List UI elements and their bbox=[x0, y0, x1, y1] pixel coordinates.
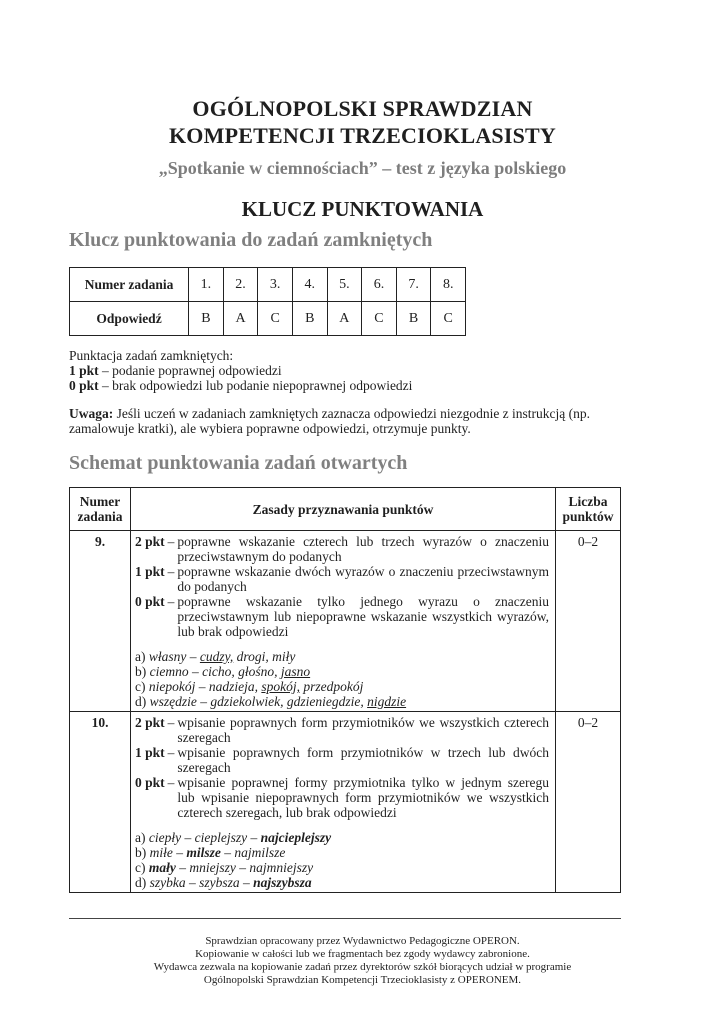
rules-cell bbox=[131, 712, 556, 893]
criterion-points: 0 pkt bbox=[135, 594, 165, 609]
criterion-text: poprawne wskazanie tylko jednego wyrazu o znaczeniu przeciwstawnym lub niepoprawne wskazanie wszystkich wyrazów, lub brak odpowiedzi bbox=[177, 594, 549, 639]
answer-text: drogi, miły bbox=[233, 649, 296, 664]
criterion-1pt: 1 pkt – poprawne wskazanie dwóch wyrazów o znaczeniu przeciwstawnym do podanych bbox=[135, 564, 549, 594]
answer-prefix: d) bbox=[135, 875, 150, 890]
points-cell: 0–2 bbox=[556, 712, 621, 893]
answer-cell: C bbox=[431, 302, 466, 336]
criterion-text: wpisanie poprawnych form przymiotników we wszystkich czterech szeregach bbox=[177, 715, 549, 745]
points-cell: 0–2 bbox=[556, 531, 621, 712]
answer-cell: B bbox=[292, 302, 327, 336]
title-line-1: OGÓLNOPOLSKI SPRAWDZIAN bbox=[192, 96, 533, 121]
answer-correct: najszybsza bbox=[253, 875, 312, 890]
rules-cell bbox=[131, 531, 556, 712]
answer-correct: mały bbox=[148, 860, 176, 875]
answer-correct: najcieplejszy bbox=[260, 830, 332, 845]
answer-cell: B bbox=[189, 302, 224, 336]
header-points bbox=[556, 488, 621, 531]
task-number: 7. bbox=[396, 268, 431, 302]
answer-text: – najmilsze bbox=[220, 845, 286, 860]
footer-line: Kopiowanie w całości lub we fragmentach bez zgody wydawcy zabronione. bbox=[195, 948, 530, 960]
criterion-text: wpisanie poprawnej formy przymiotnika tylko w jednym szeregu lub wpisanie niepoprawnych form przymiotników we wszystkich czterech szeregach, lub brak odpowiedzi bbox=[177, 775, 549, 820]
table-row-task-9 bbox=[70, 531, 621, 712]
scoring-rule-0pt bbox=[69, 378, 412, 393]
answer-list bbox=[135, 649, 549, 709]
answer-item bbox=[135, 845, 549, 860]
answer-cell: A bbox=[327, 302, 362, 336]
answer-item bbox=[135, 679, 549, 694]
criterion-0pt: 0 pkt – wpisanie poprawnej formy przymiotnika tylko w jednym szeregu lub wpisanie niepoprawnych form przymiotników we wszystkich czterech szeregach, lub brak odpowiedzi bbox=[135, 775, 549, 820]
criterion-points: 0 pkt bbox=[135, 775, 165, 790]
answer-prefix: a) bbox=[135, 830, 149, 845]
task-number: 8. bbox=[431, 268, 466, 302]
answer-key-heading: KLUCZ PUNKTOWANIA bbox=[241, 197, 484, 221]
table-row-numbers bbox=[70, 268, 466, 302]
header-task-number-l1: Numer bbox=[79, 494, 121, 509]
answer-item bbox=[135, 860, 549, 875]
open-tasks-table bbox=[69, 487, 621, 893]
answer-text: niepokój – nadzieja, bbox=[148, 679, 262, 694]
task-number: 4. bbox=[292, 268, 327, 302]
answer-item bbox=[135, 875, 549, 890]
note-paragraph bbox=[69, 406, 629, 436]
task-number: 3. bbox=[258, 268, 293, 302]
scoring-0pt-label: 0 pkt bbox=[69, 378, 99, 393]
criterion-1pt: 1 pkt – wpisanie poprawnych form przymiotników w trzech lub dwóch szeregach bbox=[135, 745, 549, 775]
footer-divider bbox=[69, 918, 621, 919]
closed-tasks-section-title: Klucz punktowania do zadań zamkniętych bbox=[69, 229, 433, 251]
header-rules: Zasady przyznawania punktów bbox=[131, 488, 556, 531]
header-task-number-l2: zadania bbox=[77, 509, 123, 524]
answer-cell: C bbox=[258, 302, 293, 336]
open-tasks-section-title: Schemat punktowania zadań otwartych bbox=[69, 452, 408, 474]
answer-cell: C bbox=[362, 302, 397, 336]
closed-answers-table bbox=[69, 267, 466, 336]
criterion-points: 1 pkt bbox=[135, 564, 165, 579]
footer-line: Ogólnopolski Sprawdzian Kompetencji Trzecioklasisty z OPERONEM. bbox=[203, 974, 522, 986]
answer-text: szybka – szybsza – bbox=[149, 875, 254, 890]
scoring-0pt-text: – brak odpowiedzi lub podanie niepoprawnej odpowiedzi bbox=[98, 378, 413, 393]
scoring-rule-1pt bbox=[69, 363, 412, 378]
footer-line: Sprawdzian opracowany przez Wydawnictwo Pedagogiczne OPERON. bbox=[205, 935, 520, 947]
task-number-cell: 9. bbox=[70, 531, 131, 712]
header-points-l2: punktów bbox=[562, 509, 614, 524]
answer-prefix: b) bbox=[135, 845, 150, 860]
footer-line: Wydawca zezwala na kopiowanie zadań przez dyrektorów szkół biorących udział w programie bbox=[153, 961, 572, 973]
row-label-answers: Odpowiedź bbox=[70, 302, 189, 336]
criterion-2pt: 2 pkt – wpisanie poprawnych form przymiotników we wszystkich czterech szeregach bbox=[135, 715, 549, 745]
row-label-numbers: Numer zadania bbox=[70, 268, 189, 302]
criterion-points: 2 pkt bbox=[135, 534, 165, 549]
answer-prefix: a) bbox=[135, 649, 149, 664]
answer-list bbox=[135, 830, 549, 890]
note-text: Jeśli uczeń w zadaniach zamkniętych zaznacza odpowiedzi niezgodnie z instrukcją (np. zamalowuje kratki), ale wybiera poprawne odpowiedzi, otrzymuje punkty. bbox=[69, 406, 591, 436]
answer-text: ciemno – cicho, głośno, bbox=[149, 664, 281, 679]
task-number: 1. bbox=[189, 268, 224, 302]
answer-text: – mniejszy – najmniejszy bbox=[175, 860, 314, 875]
answer-item bbox=[135, 694, 549, 709]
scoring-intro: Punktacja zadań zamkniętych: bbox=[69, 348, 234, 363]
criterion-0pt: 0 pkt – poprawne wskazanie tylko jednego wyrazu o znaczeniu przeciwstawnym lub niepoprawne wskazanie wszystkich wyrazów, lub brak odpowiedzi bbox=[135, 594, 549, 639]
answer-text: wszędzie – gdziekolwiek, gdzieniegdzie, bbox=[149, 694, 368, 709]
scoring-1pt-label: 1 pkt bbox=[69, 363, 99, 378]
subtitle: „Spotkanie w ciemnościach” – test z języka polskiego bbox=[158, 158, 567, 178]
criterion-text: poprawne wskazanie dwóch wyrazów o znaczeniu przeciwstawnym do podanych bbox=[177, 564, 549, 594]
answer-text: miłe – bbox=[149, 845, 187, 860]
table-header-row bbox=[70, 488, 621, 531]
answer-correct: spokój, bbox=[261, 679, 300, 694]
answer-cell: B bbox=[396, 302, 431, 336]
answer-prefix: c) bbox=[135, 860, 149, 875]
header-points-l1: Liczba bbox=[568, 494, 608, 509]
criterion-text: poprawne wskazanie czterech lub trzech wyrazów o znaczeniu przeciwstawnym do podanych bbox=[177, 534, 549, 564]
answer-item bbox=[135, 830, 549, 845]
table-row-task-10 bbox=[70, 712, 621, 893]
task-number: 2. bbox=[223, 268, 258, 302]
criterion-text: wpisanie poprawnych form przymiotników w trzech lub dwóch szeregach bbox=[177, 745, 549, 775]
answer-cell: A bbox=[223, 302, 258, 336]
header-task-number bbox=[70, 488, 131, 531]
criterion-2pt: 2 pkt – poprawne wskazanie czterech lub trzech wyrazów o znaczeniu przeciwstawnym do podanych bbox=[135, 534, 549, 564]
task-number: 5. bbox=[327, 268, 362, 302]
answer-item bbox=[135, 664, 549, 679]
footer bbox=[0, 935, 725, 987]
answer-text: przedpokój bbox=[299, 679, 364, 694]
task-number-cell: 10. bbox=[70, 712, 131, 893]
title-line-2: KOMPETENCJI TRZECIOKLASISTY bbox=[168, 123, 557, 148]
criterion-points: 1 pkt bbox=[135, 745, 165, 760]
answer-correct: nigdzie bbox=[367, 694, 407, 709]
answer-prefix: d) bbox=[135, 694, 150, 709]
scoring-1pt-text: – podanie poprawnej odpowiedzi bbox=[98, 363, 282, 378]
answer-text: własny – bbox=[148, 649, 200, 664]
answer-text: ciepły – cieplejszy – bbox=[148, 830, 261, 845]
answer-prefix: c) bbox=[135, 679, 149, 694]
table-row-answers bbox=[70, 302, 466, 336]
note-label: Uwaga: bbox=[69, 406, 114, 421]
answer-prefix: b) bbox=[135, 664, 150, 679]
answer-item bbox=[135, 649, 549, 664]
criterion-points: 2 pkt bbox=[135, 715, 165, 730]
closed-scoring-rules bbox=[69, 348, 412, 393]
answer-correct: cudzy, bbox=[199, 649, 234, 664]
task-number: 6. bbox=[362, 268, 397, 302]
answer-correct: jasno bbox=[280, 664, 311, 679]
answer-correct: milsze bbox=[186, 845, 221, 860]
